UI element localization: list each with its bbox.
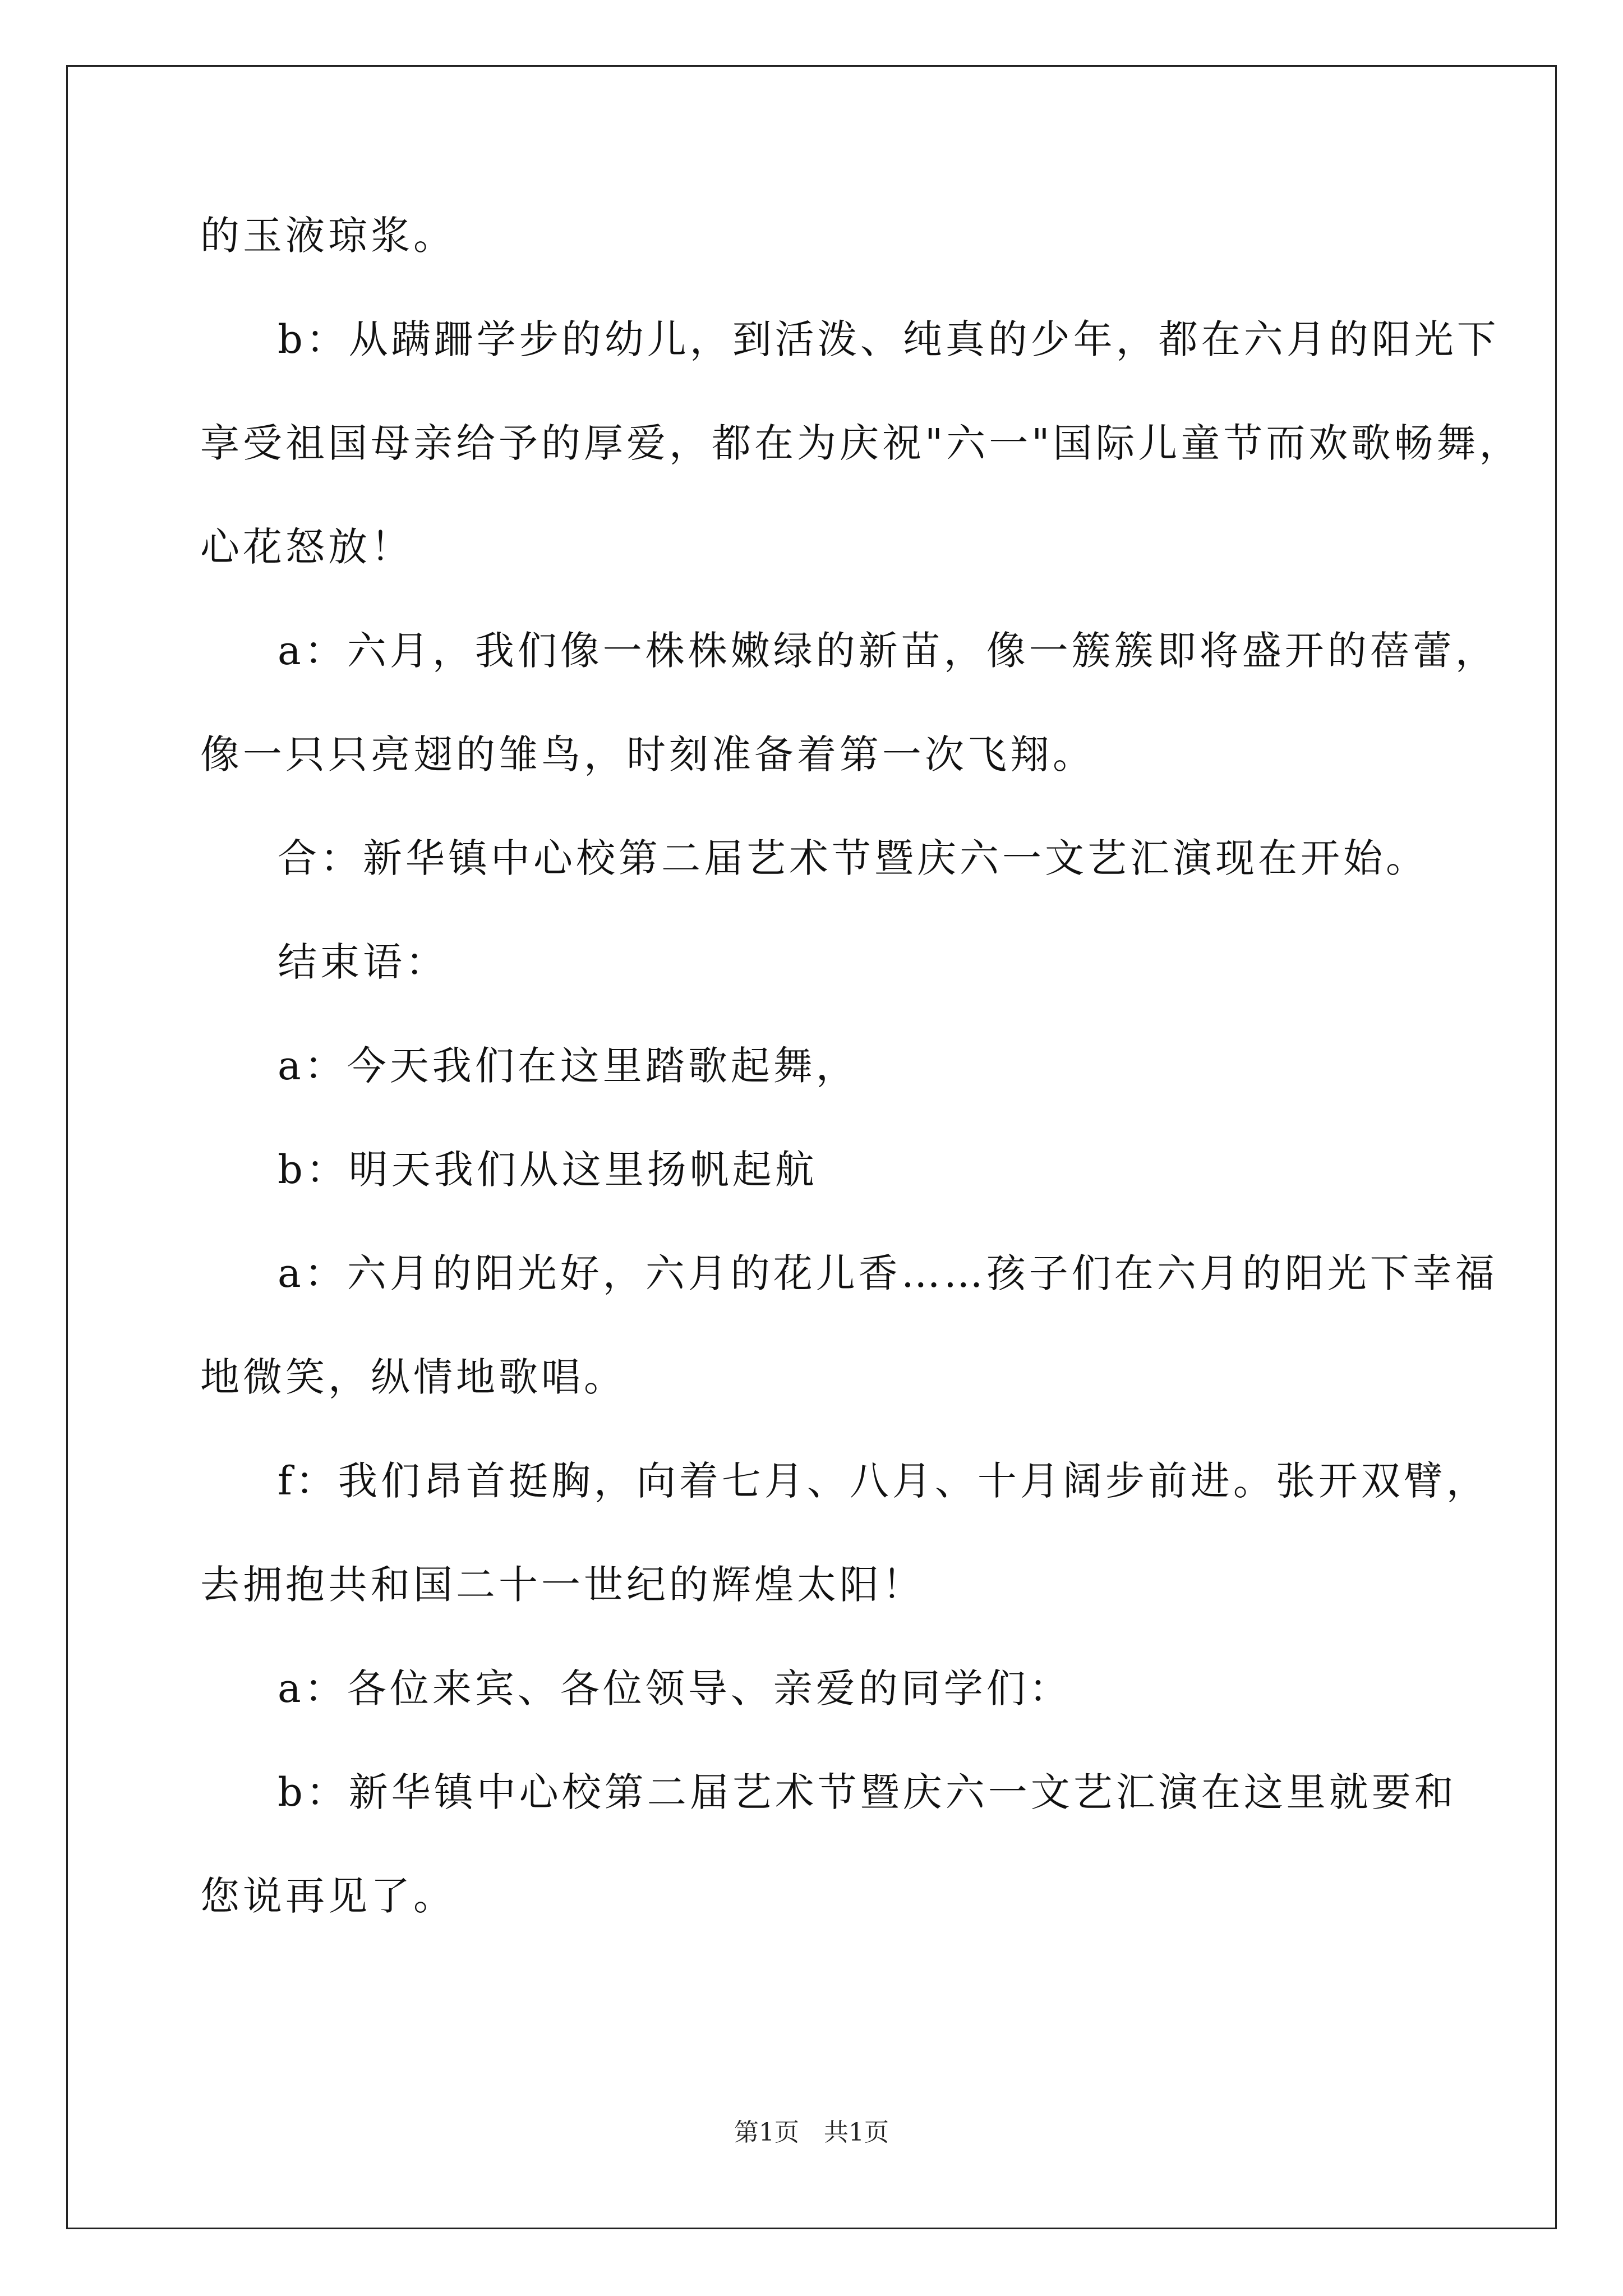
text-line: 去拥抱共和国二十一世纪的辉煌太阳！	[200, 1562, 925, 1608]
text-line: 合：新华镇中心校第二届艺术节暨庆六一文艺汇演现在开始。	[278, 835, 1428, 881]
text-line: a：各位来宾、各位领导、亲爱的同学们：	[278, 1665, 1072, 1711]
text-line: 像一只只亮翅的雏鸟，时刻准备着第一次飞翔。	[200, 731, 1095, 777]
text-line: 您说再见了。	[200, 1873, 456, 1919]
text-line: 享受祖国母亲给予的厚爱，都在为庆祝"六一"国际儿童节而欢歌畅舞，	[200, 420, 1522, 466]
text-line: 的玉液琼浆。	[200, 213, 456, 259]
text-line: a：六月，我们像一株株嫩绿的新苗，像一簇簇即将盛开的蓓蕾，	[278, 628, 1498, 674]
text-line: a：今天我们在这里踏歌起舞，	[278, 1043, 859, 1089]
text-line: 结束语：	[278, 939, 448, 985]
text-line: b：新华镇中心校第二届艺术节暨庆六一文艺汇演在这里就要和	[278, 1769, 1457, 1815]
page-footer: 第1页 共1页	[734, 2118, 889, 2147]
text-line: a：六月的阳光好，六月的花儿香……孩子们在六月的阳光下幸福	[278, 1250, 1498, 1296]
text-line: b：明天我们从这里扬帆起航	[278, 1147, 818, 1193]
text-line: 地微笑，纵情地歌唱。	[200, 1354, 626, 1400]
text-line: f：我们昂首挺胸，向着七月、八月、十月阔步前进。张开双臂，	[278, 1458, 1489, 1504]
text-line: b：从蹒跚学步的幼儿，到活泼、纯真的少年，都在六月的阳光下	[278, 316, 1500, 362]
text-line: 心花怒放！	[200, 524, 413, 570]
